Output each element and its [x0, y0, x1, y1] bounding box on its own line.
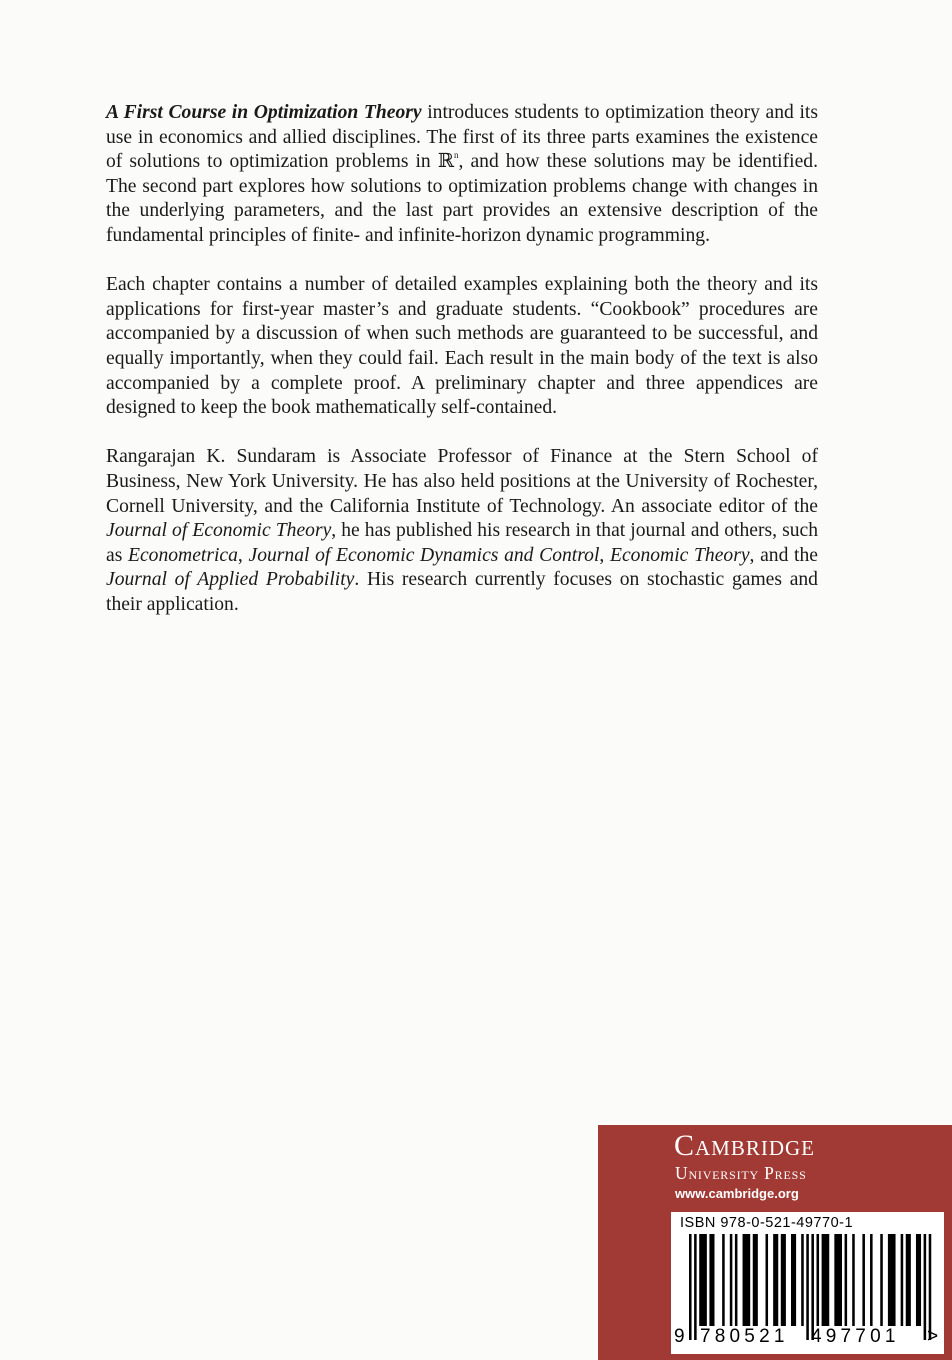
superscript-n: n [454, 150, 459, 161]
barcode-bar-8 [753, 1234, 758, 1326]
barcode-bar-23 [880, 1234, 883, 1326]
barcode-bar-2 [699, 1234, 707, 1326]
barcode-digits-left: 780521 [700, 1326, 789, 1347]
barcode-bar-15 [811, 1234, 814, 1340]
barcode-bar-17 [822, 1234, 830, 1326]
bio-text-1: Rangarajan K. Sundaram is Associate Professor of Finance at the Stern School of Business, New York University. He has also held positions at the University of Rochester, Cornell University, and the California Institute of Technology. An associate editor of the [106, 446, 818, 517]
barcode-digit-first: 9 [674, 1326, 685, 1347]
barcode-bar-25 [901, 1234, 904, 1326]
barcode-bar-28 [924, 1234, 927, 1340]
barcode-bar-19 [845, 1234, 848, 1326]
barcode-bar-10 [773, 1234, 778, 1326]
barcode-bar-18 [834, 1234, 842, 1326]
barcode-bar-1 [694, 1234, 697, 1340]
paragraph-book-description [106, 101, 818, 249]
bio-text-5: , and the [749, 544, 818, 566]
barcode-bar-21 [862, 1234, 865, 1326]
description-text-2: , and how these solutions may be identified. The second part explores how solutions to optimization problems change with changes in the underlying parameters, and the last part provides an extensive description of the fundamental principles of finite- and infinite-horizon dynamic programming. [106, 151, 818, 246]
paragraph-chapter-content: Each chapter contains a number of detailed examples explaining both the theory and its applications for first-year master’s and graduate students. “Cookbook” procedures are accompanied by a discussion of when such methods are guaranteed to be successful, and equally importantly, when they could fail. Each result in the main body of the text is also accompanied by a complete proof. A preliminary chapter and three appendices are designed to keep the book mathematically self-contained. [106, 274, 818, 419]
barcode-bar-6 [735, 1234, 738, 1326]
publisher-panel [598, 1125, 952, 1360]
barcode-bar-12 [791, 1234, 796, 1326]
barcode-bar-13 [801, 1234, 804, 1326]
publisher-name: Cambridge [674, 1129, 816, 1162]
description-text-1: introduces students to optimization theory and its use in economics and allied disciplines. The first of its three parts examines the existence of solutions to optimization problems in ℝ [106, 102, 818, 173]
journal-name-4: Economic Theory [609, 544, 750, 566]
publisher-url: www.cambridge.org [675, 1186, 799, 1201]
back-cover-blurb [106, 101, 818, 642]
isbn-label: ISBN 978-0-521-49770-1 [680, 1215, 854, 1231]
barcode-bar-29 [929, 1234, 932, 1340]
bio-text-2: , he has published his research in that journal and others, such as [106, 520, 818, 566]
bio-text-3: , [237, 544, 249, 566]
barcode-quiet-mark: > [927, 1326, 939, 1347]
barcode-bar-14 [806, 1234, 809, 1340]
paragraph-author-bio [106, 445, 818, 617]
journal-name-1: Journal of Economic Theory [106, 520, 332, 542]
barcode-bar-26 [906, 1234, 911, 1326]
barcode-bar-20 [852, 1234, 855, 1326]
bio-text-6: . His research currently focuses on stochastic games and their application. [106, 569, 818, 615]
barcode-bar-22 [870, 1234, 873, 1326]
journal-name-3: Journal of Economic Dynamics and Control [248, 544, 600, 566]
publisher-subtitle: University Press [675, 1163, 807, 1183]
barcode-bar-11 [781, 1234, 786, 1326]
barcode-bar-3 [709, 1234, 714, 1326]
book-title: A First Course in Optimization Theory [106, 102, 422, 123]
barcode-bar-27 [916, 1234, 921, 1326]
barcode-bar-16 [817, 1234, 820, 1326]
barcode-digits-right: 497701 [811, 1326, 900, 1347]
barcode-bar-24 [888, 1234, 896, 1326]
barcode-bar-7 [743, 1234, 751, 1326]
journal-name-2: Econometrica [128, 544, 238, 566]
barcode-bar-9 [766, 1234, 769, 1326]
journal-name-5: Journal of Applied Probability [106, 569, 355, 591]
barcode-bar-0 [689, 1234, 692, 1340]
barcode-bar-4 [722, 1234, 725, 1326]
barcode-bar-5 [730, 1234, 733, 1326]
barcode-box [671, 1212, 944, 1354]
bio-text-4: , [599, 544, 610, 566]
